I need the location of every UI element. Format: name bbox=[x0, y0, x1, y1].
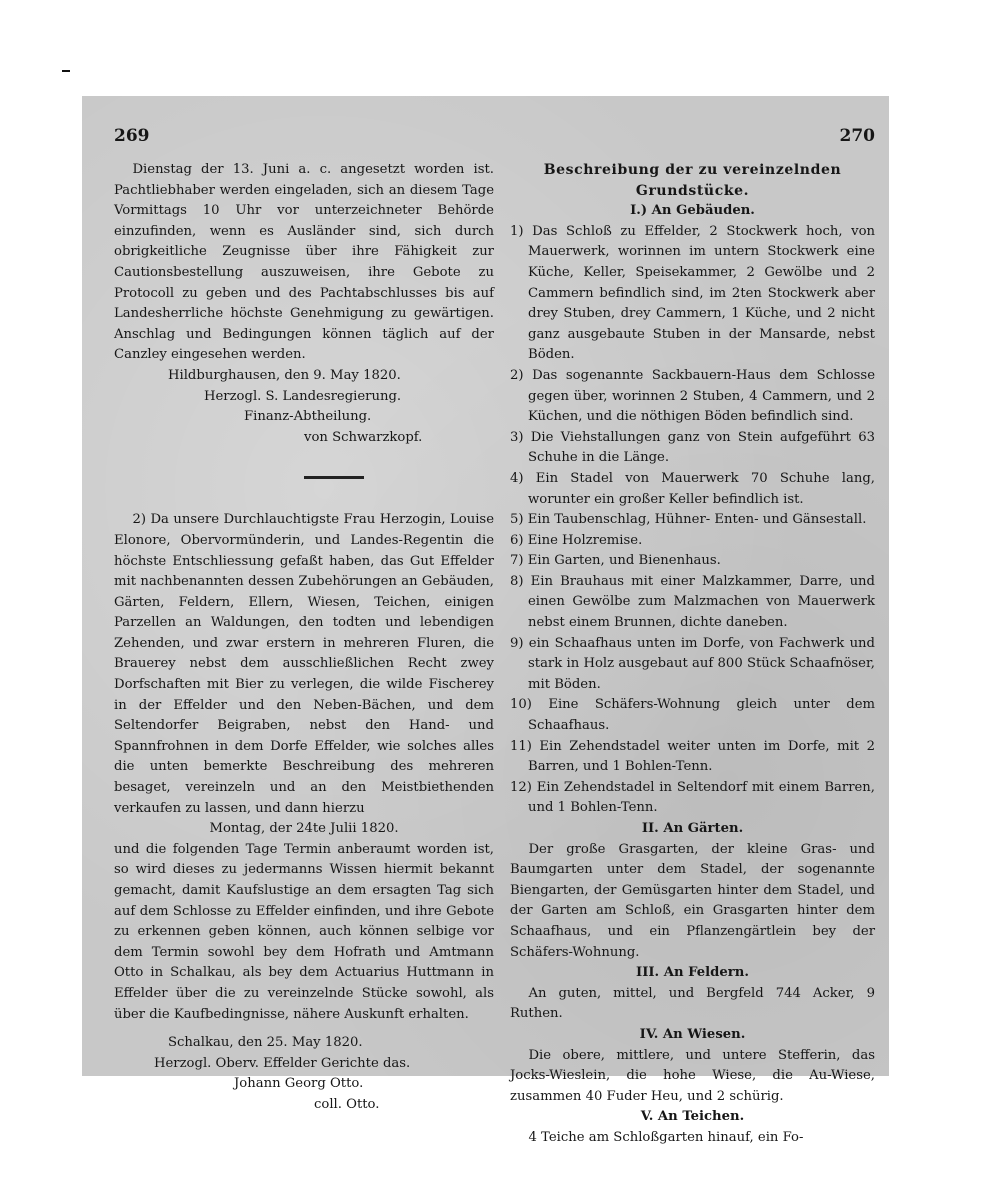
building-item: 3) Die Viehstallungen ganz von Stein aufgeführt 63 Schuhe in die Länge. bbox=[510, 429, 875, 466]
dateline-schalkau: Schalkau, den 25. May 1820. bbox=[168, 1035, 363, 1051]
signature-coll-otto: coll. Otto. bbox=[314, 1096, 380, 1112]
sale-announcement-continuation: und die folgenden Tage Termin anberaumt worden ist, so wird dieses zu jedermanns Wissen hiermit bekannt gemacht, damit Kaufslustige an dem ersagten Tag sich auf dem Schlosse zu Effelder einfinden, und ihre Gebote zu erkennen geben können, auch können selbige vor dem Termin sowohl bey dem Hofrath und Amtmann Otto in Schalkau, als bey dem Actuarius Huttmann in Effelder über die zu vereinzelnde Stücke sowohl, als über die Kaufbedingnisse, nähere Auskunft erhalten. bbox=[114, 841, 494, 1022]
meadows-text: Die obere, mittlere, und untere Stefferin, das Jocks-Wieslein, die hohe Wiese, die Au-Wiese, zusammen 40 Fuder Heu, und 2 schürig. bbox=[510, 1047, 875, 1104]
termin-date-line: Montag, der 24te Julii 1820. bbox=[209, 821, 399, 837]
section-buildings-heading: I.) An Gebäuden. bbox=[630, 203, 755, 219]
building-item: 11) Ein Zehendstadel weiter unten im Dorfe, mit 2 Barren, und 1 Bohlen-Tenn. bbox=[510, 738, 875, 775]
signature-court: Herzogl. Oberv. Effelder Gerichte das. bbox=[154, 1055, 411, 1071]
right-column bbox=[510, 160, 875, 1149]
section-fields-heading: III. An Feldern. bbox=[636, 965, 749, 981]
building-item: 2) Das sogenannte Sackbauern-Haus dem Schlosse gegen über, worinnen 2 Stuben, 4 Cammern, und 2 Küchen, und die nöthigen Böden befindlich sind. bbox=[510, 367, 875, 425]
building-item: 5) Ein Taubenschlag, Hühner- Enten- und Gänsestall. bbox=[510, 512, 867, 528]
left-column bbox=[114, 160, 494, 1116]
description-title-line-2: Grundstücke. bbox=[635, 182, 750, 199]
ponds-text: 4 Teiche am Schloßgarten hinauf, ein Fo- bbox=[528, 1129, 804, 1145]
signature-name: von Schwarzkopf. bbox=[304, 429, 423, 445]
building-item: 9) ein Schaafhaus unten im Dorfe, von Fachwerk und stark in Holz ausgebaut auf 800 Stück Schaafnöser, mit Böden. bbox=[510, 635, 875, 692]
dateline-hildburghausen: Hildburghausen, den 9. May 1820. bbox=[168, 367, 401, 383]
signature-department: Finanz-Abtheilung. bbox=[244, 409, 372, 425]
building-item: 7) Ein Garten, und Bienenhaus. bbox=[510, 553, 721, 569]
page-number-left: 269 bbox=[114, 126, 150, 146]
section-gardens-heading: II. An Gärten. bbox=[641, 821, 744, 836]
scanned-page-spread bbox=[82, 96, 889, 1145]
building-item: 6) Eine Holzremise. bbox=[510, 532, 643, 548]
page-number-right: 270 bbox=[839, 126, 875, 146]
stray-dash-mark bbox=[62, 70, 70, 72]
building-item: 8) Ein Brauhaus mit einer Malzkammer, Darre, und einen Gewölbe zum Malzmachen von Mauerwerk nebst einem Brunnen, dichte daneben. bbox=[510, 573, 875, 631]
sale-announcement-paragraph: 2) Da unsere Durchlauchtigste Frau Herzogin, Louise Elonore, Obervormünderin, und Landes-Regentin die höchste Entschliessung gefaßt haben, das Gut Effelder mit nachbenannten dessen Zubehörungen an Gebäuden, Gärten, Feldern, Ellern, Wiesen, Teichen, einigen Parzellen an Waldungen, den todten und lebendigen Zehenden, und zwar erstern in mehreren Fluren, die Brauerey nebst dem ausschließlichen Recht zwey Dorfschaften mit Bier zu verlegen, die wilde Fischerey in der Effelder und den Neben-Bächen, und dem Seltendorfer Beigraben, nebst den Hand- und Spannfrohnen in dem Dorfe Effelder, wie solches alles die unten bemerkte Beschreibung des mehreren besaget, vereinzeln und an den Meistbiethenden verkaufen zu lassen, und dann hierzu bbox=[114, 512, 494, 816]
building-item: 1) Das Schloß zu Effelder, 2 Stockwerk hoch, von Mauerwerk, worinnen im untern Stockwerk eine Küche, Keller, Speisekammer, 2 Gewölbe und 2 Cammern befindlich sind, im 2ten Stockwerk aber drey Stuben, drey Cammern, 1 Küche, und 2 nicht ganz ausgebaute Stuben in der Mansarde, nebst Böden. bbox=[510, 223, 875, 363]
building-item: 4) Ein Stadel von Mauerwerk 70 Schuhe lang, worunter ein großer Keller befindlich ist. bbox=[510, 470, 875, 507]
fields-text: An guten, mittel, und Bergfeld 744 Acker, 9 Ruthen. bbox=[510, 985, 875, 1022]
notice-paragraph-continuation: Dienstag der 13. Juni a. c. angesetzt worden ist. Pachtliebhaber werden eingeladen, sich an diesem Tage Vormittags 10 Uhr vor unterzeichneter Behörde einzufinden, wenn es Ausländer sind, sich durch obrigkeitliche Zeugnisse über ihre Fähigkeit zur Cautionsbestellung auszuweisen, ihre Gebote zu Protocoll zu geben und des Pachtabschlusses bis auf Landesherrliche höchste Genehmigung zu gewärtigen. Anschlag und Bedingungen können täglich auf der Canzley eingesehen werden. bbox=[114, 162, 494, 363]
gardens-text: Der große Grasgarten, der kleine Gras- und Baumgarten unter dem Stadel, der sogenannte Biengarten, der Gemüsgarten hinter dem Stadel, und der Garten am Schloß, ein Grasgarten hinter dem Schaafhaus, und ein Pflanzengärtlein bey der Schäfers-Wohnung. bbox=[510, 841, 875, 960]
building-item: 12) Ein Zehendstadel in Seltendorf mit einem Barren, und 1 Bohlen-Tenn. bbox=[510, 779, 875, 816]
signature-otto: Johann Georg Otto. bbox=[234, 1076, 364, 1092]
separator-space bbox=[114, 448, 494, 470]
signature-authority: Herzogl. S. Landesregierung. bbox=[204, 388, 402, 404]
description-title-line-1: Beschreibung der zu vereinzelnden bbox=[543, 162, 842, 178]
section-ponds-heading: V. An Teichen. bbox=[640, 1109, 745, 1125]
building-item: 10) Eine Schäfers-Wohnung gleich unter dem Schaafhaus. bbox=[510, 697, 875, 734]
section-meadows-heading: IV. An Wiesen. bbox=[639, 1026, 746, 1042]
separator-rule bbox=[304, 476, 364, 479]
